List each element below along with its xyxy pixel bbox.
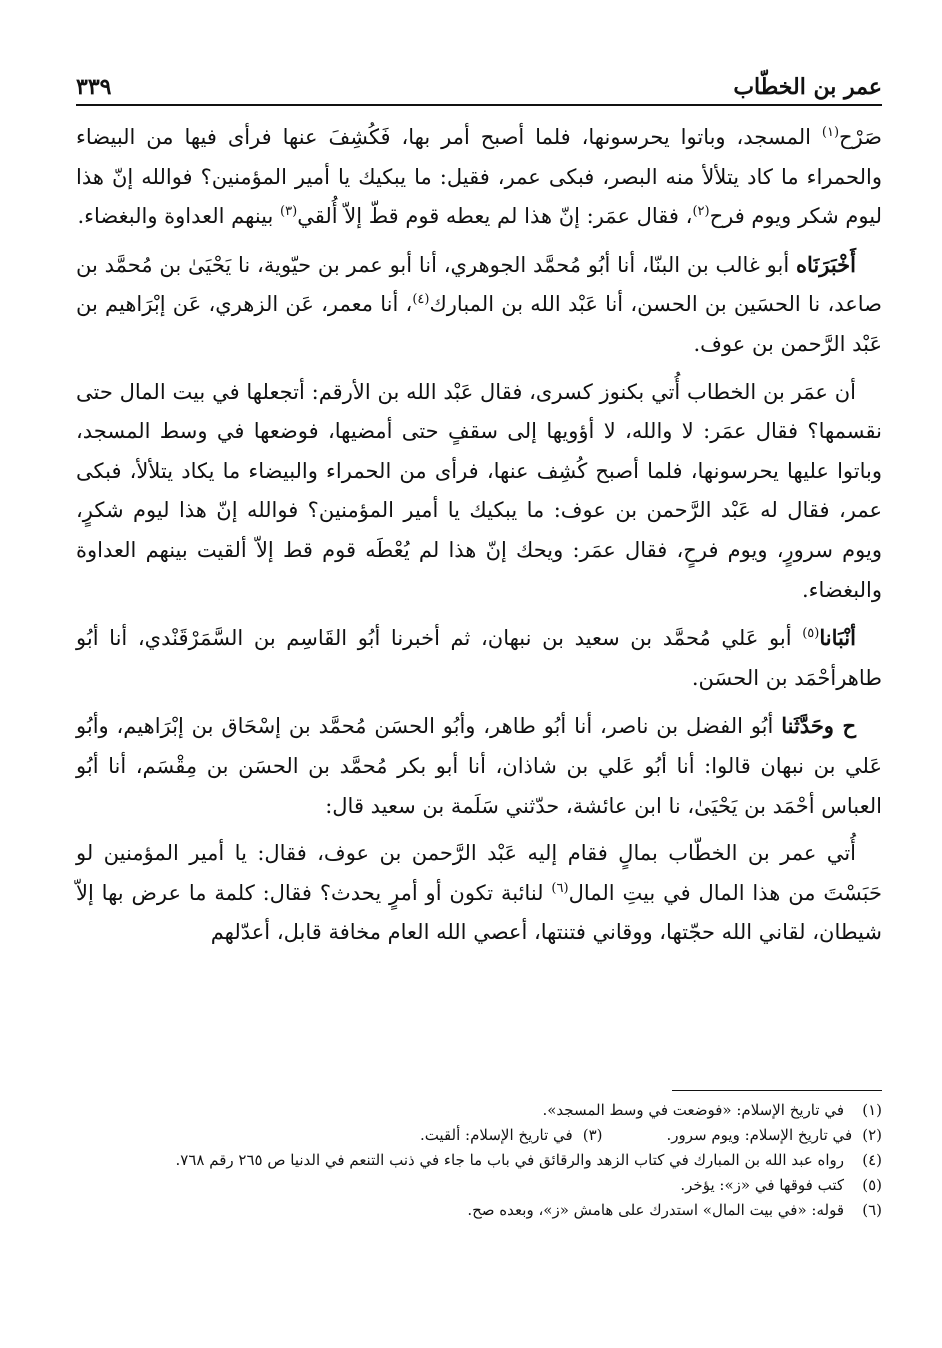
running-header [76,60,882,100]
page-number: ٣٣٩ [76,74,112,100]
footnote-ref-4[interactable]: (٤) [412,292,430,308]
footnote-ref-2[interactable]: (٢) [692,204,710,220]
footnote-1: (١) في تاريخ الإسلام: «فوضعت في وسط المسجد». [542,1101,882,1119]
footnote-6: (٦) قوله: «في بيت المال» استدرك على هامش «ز»، وبعده صح. [467,1201,882,1219]
isnad-lead: أنْبَانا [819,625,856,651]
paragraph-6: أُتي عمر بن الخطّاب بمالٍ فقام إليه عَبْد الرَّحمن بن عوف، فقال: يا أمير المؤمنين لو حَبَسْتَ من هذا المال في بيتِ المال$^{(٦)}$ لنائبة تكون أو أمرٍ يحدث؟ فقال: كلمة ما عرض بها إلاّ شيطان، لقاني الله حجّتها، ووقاني فتنتها، أعصي الله العام مخافة قابل، أعدّلهم [76,841,882,945]
paragraph-2: أَخْبَرَنَاه أبو غالب بن البنّا، أنا أبُو مُحمَّد الجوهري، أنا أبو عمر بن حيّوية، نا يَحْيَىٰ بن مُحمَّد بن صاعد، نا الحسَين بن الحسن، أنا عَبْد الله بن المبارك$^{(٤)}$، أنا معمر، عَن الزهري، عَن إبْرَاهيم بن عَبْد الرَّحمن بن عوف. [76,251,882,356]
footnote-ref-1[interactable]: (١) [821,125,840,140]
header-rule [76,104,882,106]
footnotes [76,1098,882,1223]
paragraph-5: ح وحَدَّثَنا أبُو الفضل بن ناصر، أنا أبُو طاهر، وأبُو الحسَن مُحمَّد بن إسْحَاق بن إبْرَاهيم، وأبُو عَلي بن نبهان قالوا: أنا أبُو عَلي بن شاذان، أنا أبو بكر مُحمَّد بن الحسَن بن مِقْسَم، أنا أبُو العباس أحْمَد بن يَحْيَىٰ، نا ابن عائشة، حدّثني سَلَمة بن سعيد قال: [76,713,882,818]
footnote-5: (٥) كتب فوقها في «ز»: يؤخر. [680,1176,882,1194]
main-text [76,118,882,961]
paragraph-4: أنْبَانا$^{(٥)}$ أبو عَلي مُحمَّد بن سعيد بن نبهان، ثم أخبرنا أبُو القَاسِم بن السَّمَرْقَنْدي، أنا أبُو طاهرأحْمَد بن الحسَن. [76,625,882,690]
header-title: عمر بن الخطّاب [733,74,882,100]
footnote-4: (٤) رواه عبد الله بن المبارك في كتاب الزهد والرقائق في باب ما جاء في ذنب التنعم في الدنيا ص ٢٦٥ رقم ٧٦٨. [175,1151,882,1169]
isnad-lead: أَخْبَرَنَاه [796,251,856,277]
footnote-2-3: (٢) في تاريخ الإسلام: ويوم سرور. (٣) في تاريخ الإسلام: ألقيت. [419,1126,882,1144]
footnote-ref-5[interactable]: (٥) [802,626,820,642]
paragraph-1: صَرْح$^{(١)}$ المسجد، وباتوا يحرسونها، فلما أصبح أمر بها، فَكُشِفَ عنها فرأى فيها من البيضاء والحمراء ما كاد يتلألأ منه البصر، فبكى عمر، فقيل: ما يبكيك يا أمير المؤمنين؟ فوالله إنّ هذا ليوم شكر ويوم فرح$^{(٢)}$، فقال عمَر: إنّ هذا لم يعطه قوم قطّ إلاّ أُلقي$^{(٣)}$ بينهم العداوة والبغضاء. [76,125,882,229]
isnad-lead: ح وحَدَّثَنا [781,713,856,739]
footnote-ref-6[interactable]: (٦) [551,880,569,896]
footnote-ref-3[interactable]: (٣) [280,204,298,220]
paragraph-3: أن عمَر بن الخطاب أُتي بكنوز كسرى، فقال عَبْد الله بن الأرقم: أتجعلها في بيت المال حتى نقسمها؟ فقال عمَر: لا والله، لا أؤويها إلى سقفٍ حتى أمضيها، فوضعها في وسط المسجد، وباتوا عليها يحرسونها، فلما أصبح كُشِف عنها، فرأى من الحمراء والبيضاء ما يكاد يتلألأ، فبكى عمر، فقال له عَبْد الرَّحمن بن عوف: ما يبكيك يا أمير المؤمنين؟ فوالله إنّ هذا ليوم شكرٍ، ويوم سرورٍ، ويوم فرحٍ، فقال عمَر: ويحك إنّ هذا لم يُعْطَه قوم قط إلاّ ألقيت بينهم العداوة والبغضاء. [76,379,882,602]
footnote-rule [672,1090,882,1091]
